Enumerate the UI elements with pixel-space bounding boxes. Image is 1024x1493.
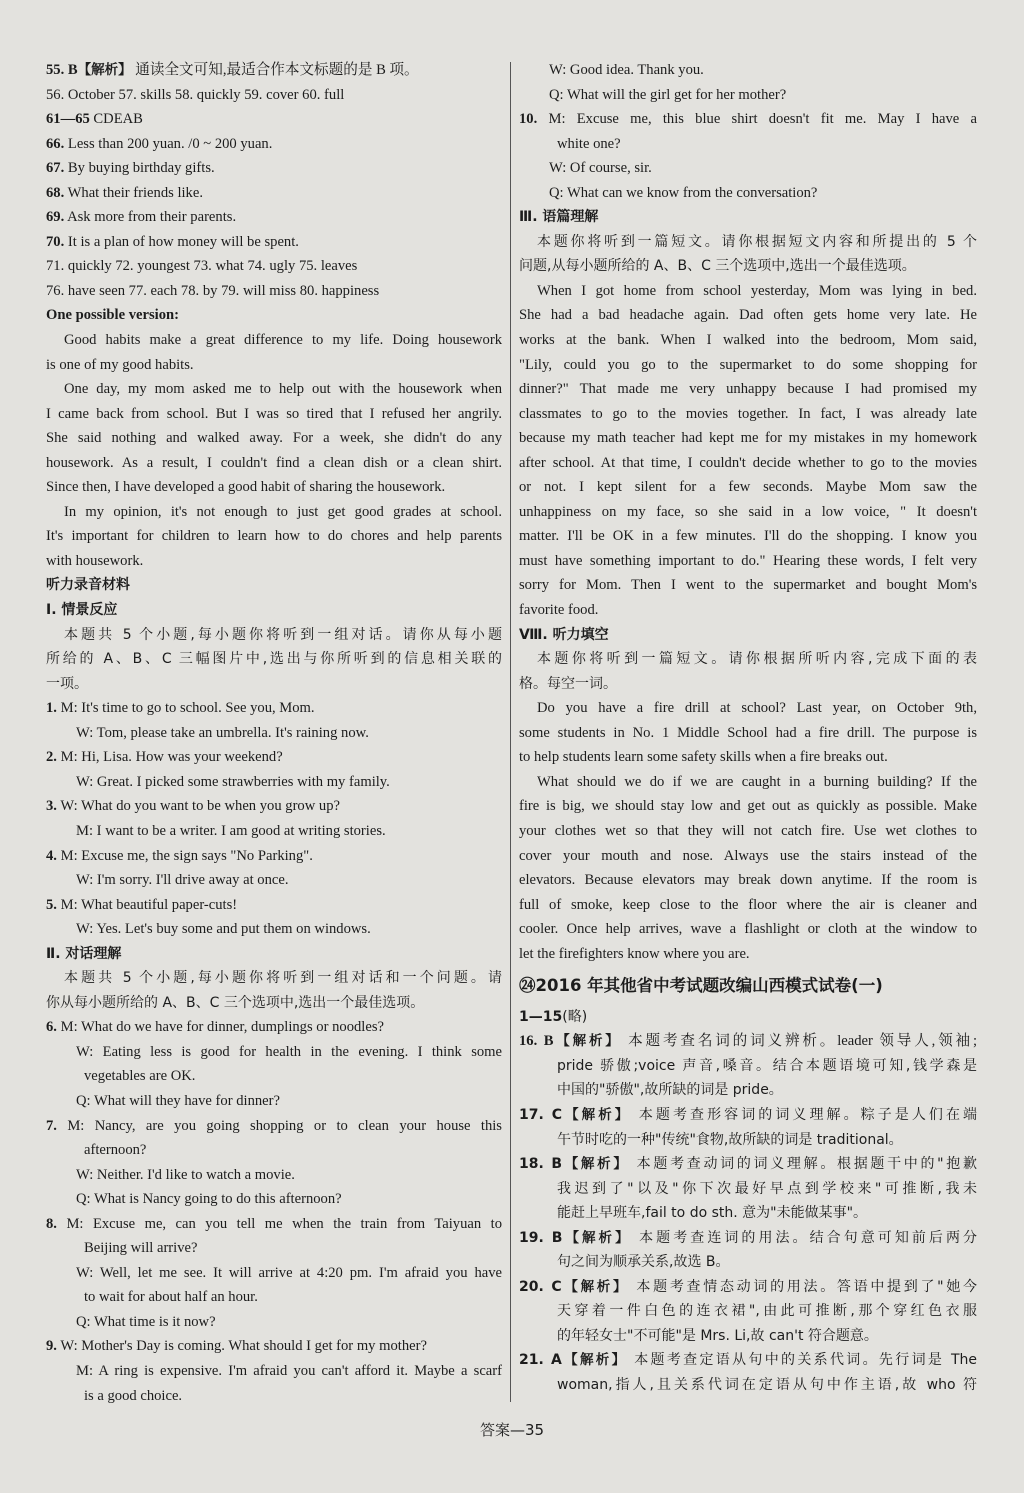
item-number: One possible version: — [46, 307, 179, 324]
line-text: vegetables are OK. — [84, 1068, 196, 1085]
text-line — [46, 1285, 502, 1310]
text-line — [46, 426, 502, 451]
line-text: (略) — [562, 1008, 588, 1025]
text-line — [519, 402, 977, 427]
line-text: In my opinion, it's not enough to just get good grades at school. — [64, 503, 502, 520]
line-text: 本题共 5 个小题,每小题你将听到一组对话。请你从每小题 — [64, 626, 502, 643]
text-line — [46, 107, 502, 132]
item-number: 3. — [46, 798, 57, 815]
text-line — [46, 1212, 502, 1237]
text-line — [46, 230, 502, 255]
line-text: M: Nancy, are you going shopping or to clean your house this — [56, 1117, 502, 1134]
text-line — [46, 1163, 502, 1188]
text-line — [46, 377, 502, 402]
line-text: 你从每小题所给的 A、B、C 三个选项中,选出一个最佳选项。 — [46, 994, 425, 1011]
text-line — [519, 353, 977, 378]
text-line — [46, 1384, 502, 1409]
line-text: 问题,从每小题所给的 A、B、C 三个选项中,选出一个最佳选项。 — [519, 258, 916, 275]
text-line — [519, 107, 977, 132]
line-text: some students in No. 1 Middle School had a fire drill. The purpose is — [519, 724, 977, 741]
text-line — [519, 672, 977, 697]
item-number: 1—15 — [519, 1008, 563, 1025]
text-line — [46, 1187, 502, 1212]
item-number: 7. — [46, 1117, 57, 1134]
line-text: 天穿着一件白色的连衣裙",由此可推断,那个穿红色衣服 — [557, 1303, 977, 1320]
text-line — [46, 1334, 502, 1359]
text-line — [46, 1015, 502, 1040]
line-text: By buying birthday gifts. — [64, 160, 215, 177]
line-text: classmates to go to the movies together. In fact, I was already late — [519, 405, 977, 422]
text-line — [519, 696, 977, 721]
text-line — [46, 1310, 502, 1335]
text-line — [519, 794, 977, 819]
item-number: 16. B — [519, 1033, 554, 1050]
text-line — [519, 1054, 977, 1079]
item-number: 2. — [46, 749, 57, 766]
text-line — [519, 745, 977, 770]
line-text: 本题你将听到一篇短文。请你根据所听内容,完成下面的表 — [537, 651, 977, 668]
line-text: She said nothing and walked away. For a week, she didn't do any — [46, 430, 502, 447]
line-text: M: I want to be a writer. I am good at writing stories. — [76, 822, 386, 839]
line-text: 句之间为顺承关系,故选 B。 — [557, 1254, 730, 1271]
line-text: because my math teacher had kept me for my mistakes in my homework — [519, 430, 977, 447]
text-line — [519, 1226, 977, 1251]
line-text: It is a plan of how money will be spent. — [64, 233, 299, 250]
text-line — [46, 1089, 502, 1114]
text-line — [519, 132, 977, 157]
line-text: 一项。 — [46, 675, 88, 692]
line-text: 能赶上早班车,fail to do sth. 意为"未能做某事"。 — [557, 1205, 868, 1222]
analysis-tag: 【解析】 — [562, 1229, 632, 1246]
text-line — [519, 58, 977, 83]
section-heading: 听力录音材料 — [46, 577, 130, 594]
line-text: unhappiness on my face, so she said in a low voice, " It doesn't — [519, 503, 977, 520]
text-line — [46, 1138, 502, 1163]
item-number: 4. — [46, 847, 57, 864]
text-line — [46, 328, 502, 353]
text-line — [519, 1201, 977, 1226]
line-text: W: Tom, please take an umbrella. It's raining now. — [76, 724, 369, 741]
line-text: with housework. — [46, 552, 144, 569]
text-line — [519, 230, 977, 255]
text-line — [46, 917, 502, 942]
line-text: "Lily, could you go to the supermarket to do some shopping for — [519, 356, 977, 373]
item-number: 8. — [46, 1215, 57, 1232]
item-number: 69. — [46, 209, 65, 226]
text-line — [519, 893, 977, 918]
text-line — [519, 844, 977, 869]
text-line — [519, 1029, 977, 1054]
text-line — [519, 1128, 977, 1153]
text-line — [46, 647, 502, 672]
line-text: 56. October 57. skills 58. quickly 59. cover 60. full — [46, 86, 345, 103]
text-line — [46, 1114, 502, 1139]
text-line — [46, 745, 502, 770]
text-line — [519, 254, 977, 279]
line-text: Q: What can we know from the conversation? — [549, 184, 818, 201]
text-line — [46, 1261, 502, 1286]
line-text: W: Yes. Let's buy some and put them on windows. — [76, 921, 371, 938]
text-line — [46, 794, 502, 819]
line-text: 我迟到了"以及"你下次最好早点到学校来"可推断,我未 — [557, 1180, 977, 1197]
line-text: cover your mouth and nose. Always use the stairs instead of the — [519, 847, 977, 864]
text-line — [519, 1005, 977, 1030]
text-line — [46, 1040, 502, 1065]
line-text: Q: What is Nancy going to do this afternoon? — [76, 1191, 342, 1208]
section-heading: Ⅰ. 情景反应 — [46, 602, 118, 619]
text-line — [46, 156, 502, 181]
line-text: M: Excuse me, this blue shirt doesn't fit me. May I have a — [537, 111, 977, 128]
line-text: M: A ring is expensive. I'm afraid you can't afford it. Maybe a scarf — [76, 1362, 502, 1379]
line-text: white one? — [557, 135, 621, 152]
item-number: 10. — [519, 111, 538, 128]
text-line — [519, 451, 977, 476]
text-line — [46, 303, 502, 328]
line-text: Q: What will the girl get for her mother? — [549, 86, 787, 103]
line-text: your clothes wet so that they will not catch fire. Use wet clothes to — [519, 822, 977, 839]
text-line — [519, 1348, 977, 1373]
item-number: 17. C — [519, 1106, 563, 1123]
line-text: W: Mother's Day is coming. What should I get for my mother? — [56, 1338, 427, 1355]
item-number: 21. A — [519, 1352, 562, 1369]
line-text: after school. At that time, I couldn't decide whether to go to the movies — [519, 454, 977, 471]
line-text: M: Excuse me, the sign says "No Parking". — [56, 847, 313, 864]
analysis-tag: 【解析】 — [562, 1156, 630, 1173]
text-line — [519, 156, 977, 181]
line-text: is a good choice. — [84, 1387, 183, 1404]
item-number: 66. — [46, 135, 65, 152]
line-text: When I got home from school yesterday, Mom was lying in bed. — [537, 282, 977, 299]
line-text: woman,指人,且关系代词在定语从句中作主语,故 who 符 — [557, 1376, 977, 1393]
line-text: W: Of course, sir. — [549, 160, 652, 177]
text-line — [519, 426, 977, 451]
line-text: W: Great. I picked some strawberries with my family. — [76, 773, 390, 790]
item-number: 61—65 — [46, 111, 90, 128]
text-line — [46, 966, 502, 991]
line-text: afternoon? — [84, 1142, 147, 1159]
line-text: housework. As a result, I couldn't find a clean dish or a clean shirt. — [46, 454, 502, 471]
text-line — [46, 83, 502, 108]
line-text: M: It's time to go to school. See you, Mom. — [56, 700, 315, 717]
line-text: 本题考查形容词的词义理解。粽子是人们在端 — [631, 1106, 978, 1123]
text-line — [519, 1078, 977, 1103]
line-text: 所给的 A、B、C 三幅图片中,选出与你所听到的信息相关联的 — [46, 651, 502, 668]
text-line — [519, 1324, 977, 1349]
text-line — [46, 181, 502, 206]
text-line — [519, 819, 977, 844]
text-line — [519, 1299, 977, 1324]
line-text: 本题考查名词的词义辨析。leader 领导人,领袖; — [621, 1033, 978, 1050]
line-text: sorry for Mom. Then I went to the supermarket and bought Mom's — [519, 577, 977, 594]
text-line — [519, 303, 977, 328]
line-text: One day, my mom asked me to help out with the housework when — [64, 381, 502, 398]
line-text: 本题考查定语从句中的关系代词。先行词是 The — [627, 1352, 978, 1369]
line-text: matter. I'll be OK in a few minutes. I'll do the shopping. I know you — [519, 528, 977, 545]
text-line — [519, 868, 977, 893]
line-text: 本题你将听到一篇短文。请你根据短文内容和所提出的 5 个 — [537, 233, 977, 250]
line-text: fire is big, we should stay low and get out as quickly as possible. Make — [519, 798, 977, 815]
text-line — [46, 475, 502, 500]
item-number: 9. — [46, 1338, 57, 1355]
line-text: She had a bad headache again. Dad often gets home very late. He — [519, 307, 977, 324]
left-column — [46, 58, 502, 1408]
text-line — [46, 500, 502, 525]
line-text: or not. I kept silent for a few seconds. Maybe Mom saw the — [519, 479, 977, 496]
line-text: is one of my good habits. — [46, 356, 194, 373]
line-text: 本题考查情态动词的用法。答语中提到了"她今 — [629, 1278, 978, 1295]
line-text: pride 骄傲;voice 声音,嗓音。结合本题语境可知,钱学森是 — [557, 1057, 977, 1074]
analysis-tag: 【解析】 — [561, 1352, 628, 1369]
line-text: What their friends like. — [64, 184, 203, 201]
line-text: works at the bank. When I walked into the bedroom, Mom said, — [519, 332, 977, 349]
line-text: Do you have a fire drill at school? Last year, on October 9th, — [537, 700, 977, 717]
line-text: Beijing will arrive? — [84, 1240, 198, 1257]
item-number: 18. B — [519, 1156, 563, 1173]
text-line — [519, 1275, 977, 1300]
text-line — [519, 770, 977, 795]
line-text: 中国的"骄傲",故所缺的词是 pride。 — [557, 1082, 783, 1099]
text-line — [46, 868, 502, 893]
line-text: 本题共 5 个小题,每小题你将听到一组对话和一个问题。请 — [64, 970, 502, 987]
line-text: It's important for children to learn how to do chores and help parents — [46, 528, 502, 545]
item-number: 20. C — [519, 1278, 562, 1295]
line-text: M: What do we have for dinner, dumplings or noodles? — [56, 1019, 384, 1036]
line-text: M: Hi, Lisa. How was your weekend? — [56, 749, 283, 766]
line-text: W: Eating less is good for health in the evening. I think some — [76, 1043, 502, 1060]
line-text: elevators. Because elevators may break down anytime. If the room is — [519, 872, 977, 889]
text-line — [519, 1250, 977, 1275]
line-text: W: What do you want to be when you grow up? — [56, 798, 340, 815]
text-line — [519, 721, 977, 746]
item-number: 1. — [46, 700, 57, 717]
text-line — [46, 819, 502, 844]
line-text: 本题考查动词的词义理解。根据题干中的"抱歉 — [629, 1156, 978, 1173]
text-line — [519, 549, 977, 574]
text-line — [46, 1359, 502, 1384]
text-line — [519, 328, 977, 353]
line-text: Less than 200 yuan. /0 ~ 200 yuan. — [64, 135, 273, 152]
exam-title: ㉔2016 年其他省中考试题改编山西模式试卷(一) — [519, 976, 883, 996]
line-text: to wait for about half an hour. — [84, 1289, 258, 1306]
text-line — [46, 991, 502, 1016]
text-line — [519, 942, 977, 967]
text-line — [46, 279, 502, 304]
analysis-tag: 【解析】 — [561, 1278, 630, 1295]
text-line — [46, 1236, 502, 1261]
section-heading: Ⅲ. 语篇理解 — [519, 209, 599, 226]
line-text: W: Good idea. Thank you. — [549, 62, 704, 78]
text-line — [46, 524, 502, 549]
item-number: 70. — [46, 233, 65, 250]
section-heading: Ⅷ. 听力填空 — [519, 626, 609, 643]
line-text: Q: What will they have for dinner? — [76, 1092, 280, 1109]
section-heading: Ⅱ. 对话理解 — [46, 945, 122, 962]
analysis-tag: 【解析】 — [77, 62, 132, 78]
text-line — [519, 917, 977, 942]
line-text: Ask more from their parents. — [64, 209, 237, 226]
line-text: I came back from school. But I was so tired that I refused her angrily. — [46, 405, 502, 422]
line-text: W: Neither. I'd like to watch a movie. — [76, 1166, 295, 1183]
text-line — [46, 721, 502, 746]
item-number: 19. B — [519, 1229, 563, 1246]
item-number: 68. — [46, 184, 65, 201]
text-line — [519, 377, 977, 402]
line-text: favorite food. — [519, 602, 599, 619]
line-text: dinner?" That made me very unhappy because I had promised my — [519, 381, 977, 398]
item-number: 6. — [46, 1019, 57, 1036]
text-line — [46, 132, 502, 157]
line-text: What should we do if we are caught in a burning building? If the — [537, 773, 977, 790]
line-text: cooler. Once help arrives, wave a flashlight or cloth at the window to — [519, 921, 977, 938]
text-line — [46, 1064, 502, 1089]
text-line — [46, 451, 502, 476]
text-line — [519, 647, 977, 672]
text-line — [519, 475, 977, 500]
text-line — [519, 181, 977, 206]
line-text: 71. quickly 72. youngest 73. what 74. ugly 75. leaves — [46, 258, 358, 275]
text-line — [46, 254, 502, 279]
text-line — [519, 598, 977, 623]
text-line — [519, 573, 977, 598]
text-line — [519, 524, 977, 549]
line-text: 的年轻女士"不可能"是 Mrs. Li,故 can't 符合题意。 — [557, 1327, 878, 1344]
text-line — [519, 1177, 977, 1202]
text-line — [519, 500, 977, 525]
text-line — [46, 402, 502, 427]
line-text: 午节时吃的一种"传统"食物,故所缺的词是 traditional。 — [557, 1131, 903, 1148]
item-number: 5. — [46, 896, 57, 913]
text-line — [46, 672, 502, 697]
line-text: Since then, I have developed a good habit of sharing the housework. — [46, 479, 446, 496]
line-text: CDEAB — [89, 111, 143, 128]
line-text: full of smoke, keep close to the floor where the air is cleaner and — [519, 896, 977, 913]
text-line — [46, 353, 502, 378]
line-text: Good habits make a great difference to my life. Doing housework — [64, 332, 502, 349]
text-line — [46, 696, 502, 721]
line-text: must have something important to do." Hearing these words, I felt very — [519, 552, 977, 569]
column-divider — [510, 62, 511, 1402]
text-line — [519, 279, 977, 304]
right-column — [519, 58, 977, 1398]
line-text: 本题考查连词的用法。结合句意可知前后两分 — [631, 1229, 978, 1246]
item-number: 67. — [46, 160, 65, 177]
item-number: 55. B — [46, 62, 78, 78]
text-line — [519, 1373, 977, 1398]
analysis-tag: 【解析】 — [553, 1033, 622, 1050]
line-text: 76. have seen 77. each 78. by 79. will miss 80. happiness — [46, 282, 380, 299]
text-line — [46, 770, 502, 795]
line-text: W: Well, let me see. It will arrive at 4:20 pm. I'm afraid you have — [76, 1264, 502, 1281]
text-line — [46, 893, 502, 918]
text-line — [519, 83, 977, 108]
text-line — [46, 205, 502, 230]
line-text: M: What beautiful paper-cuts! — [56, 896, 238, 913]
line-text: Q: What time is it now? — [76, 1313, 216, 1330]
line-text: 格。每空一词。 — [519, 675, 617, 692]
text-line — [46, 58, 502, 83]
text-line — [46, 549, 502, 574]
text-line — [519, 1103, 977, 1128]
text-line — [519, 1152, 977, 1177]
page-footer: 答案—35 — [479, 1421, 545, 1439]
line-text: W: I'm sorry. I'll drive away at once. — [76, 872, 289, 889]
line-text: to help students learn some safety skills when a fire breaks out. — [519, 749, 888, 766]
line-text: M: Excuse me, can you tell me when the train from Taiyuan to — [56, 1215, 502, 1232]
line-text: let the firefighters know where you are. — [519, 945, 750, 962]
text-line — [46, 623, 502, 648]
analysis-tag: 【解析】 — [562, 1106, 632, 1123]
text-line — [46, 844, 502, 869]
line-text: 通读全文可知,最适合作本文标题的是 B 项。 — [131, 62, 419, 78]
